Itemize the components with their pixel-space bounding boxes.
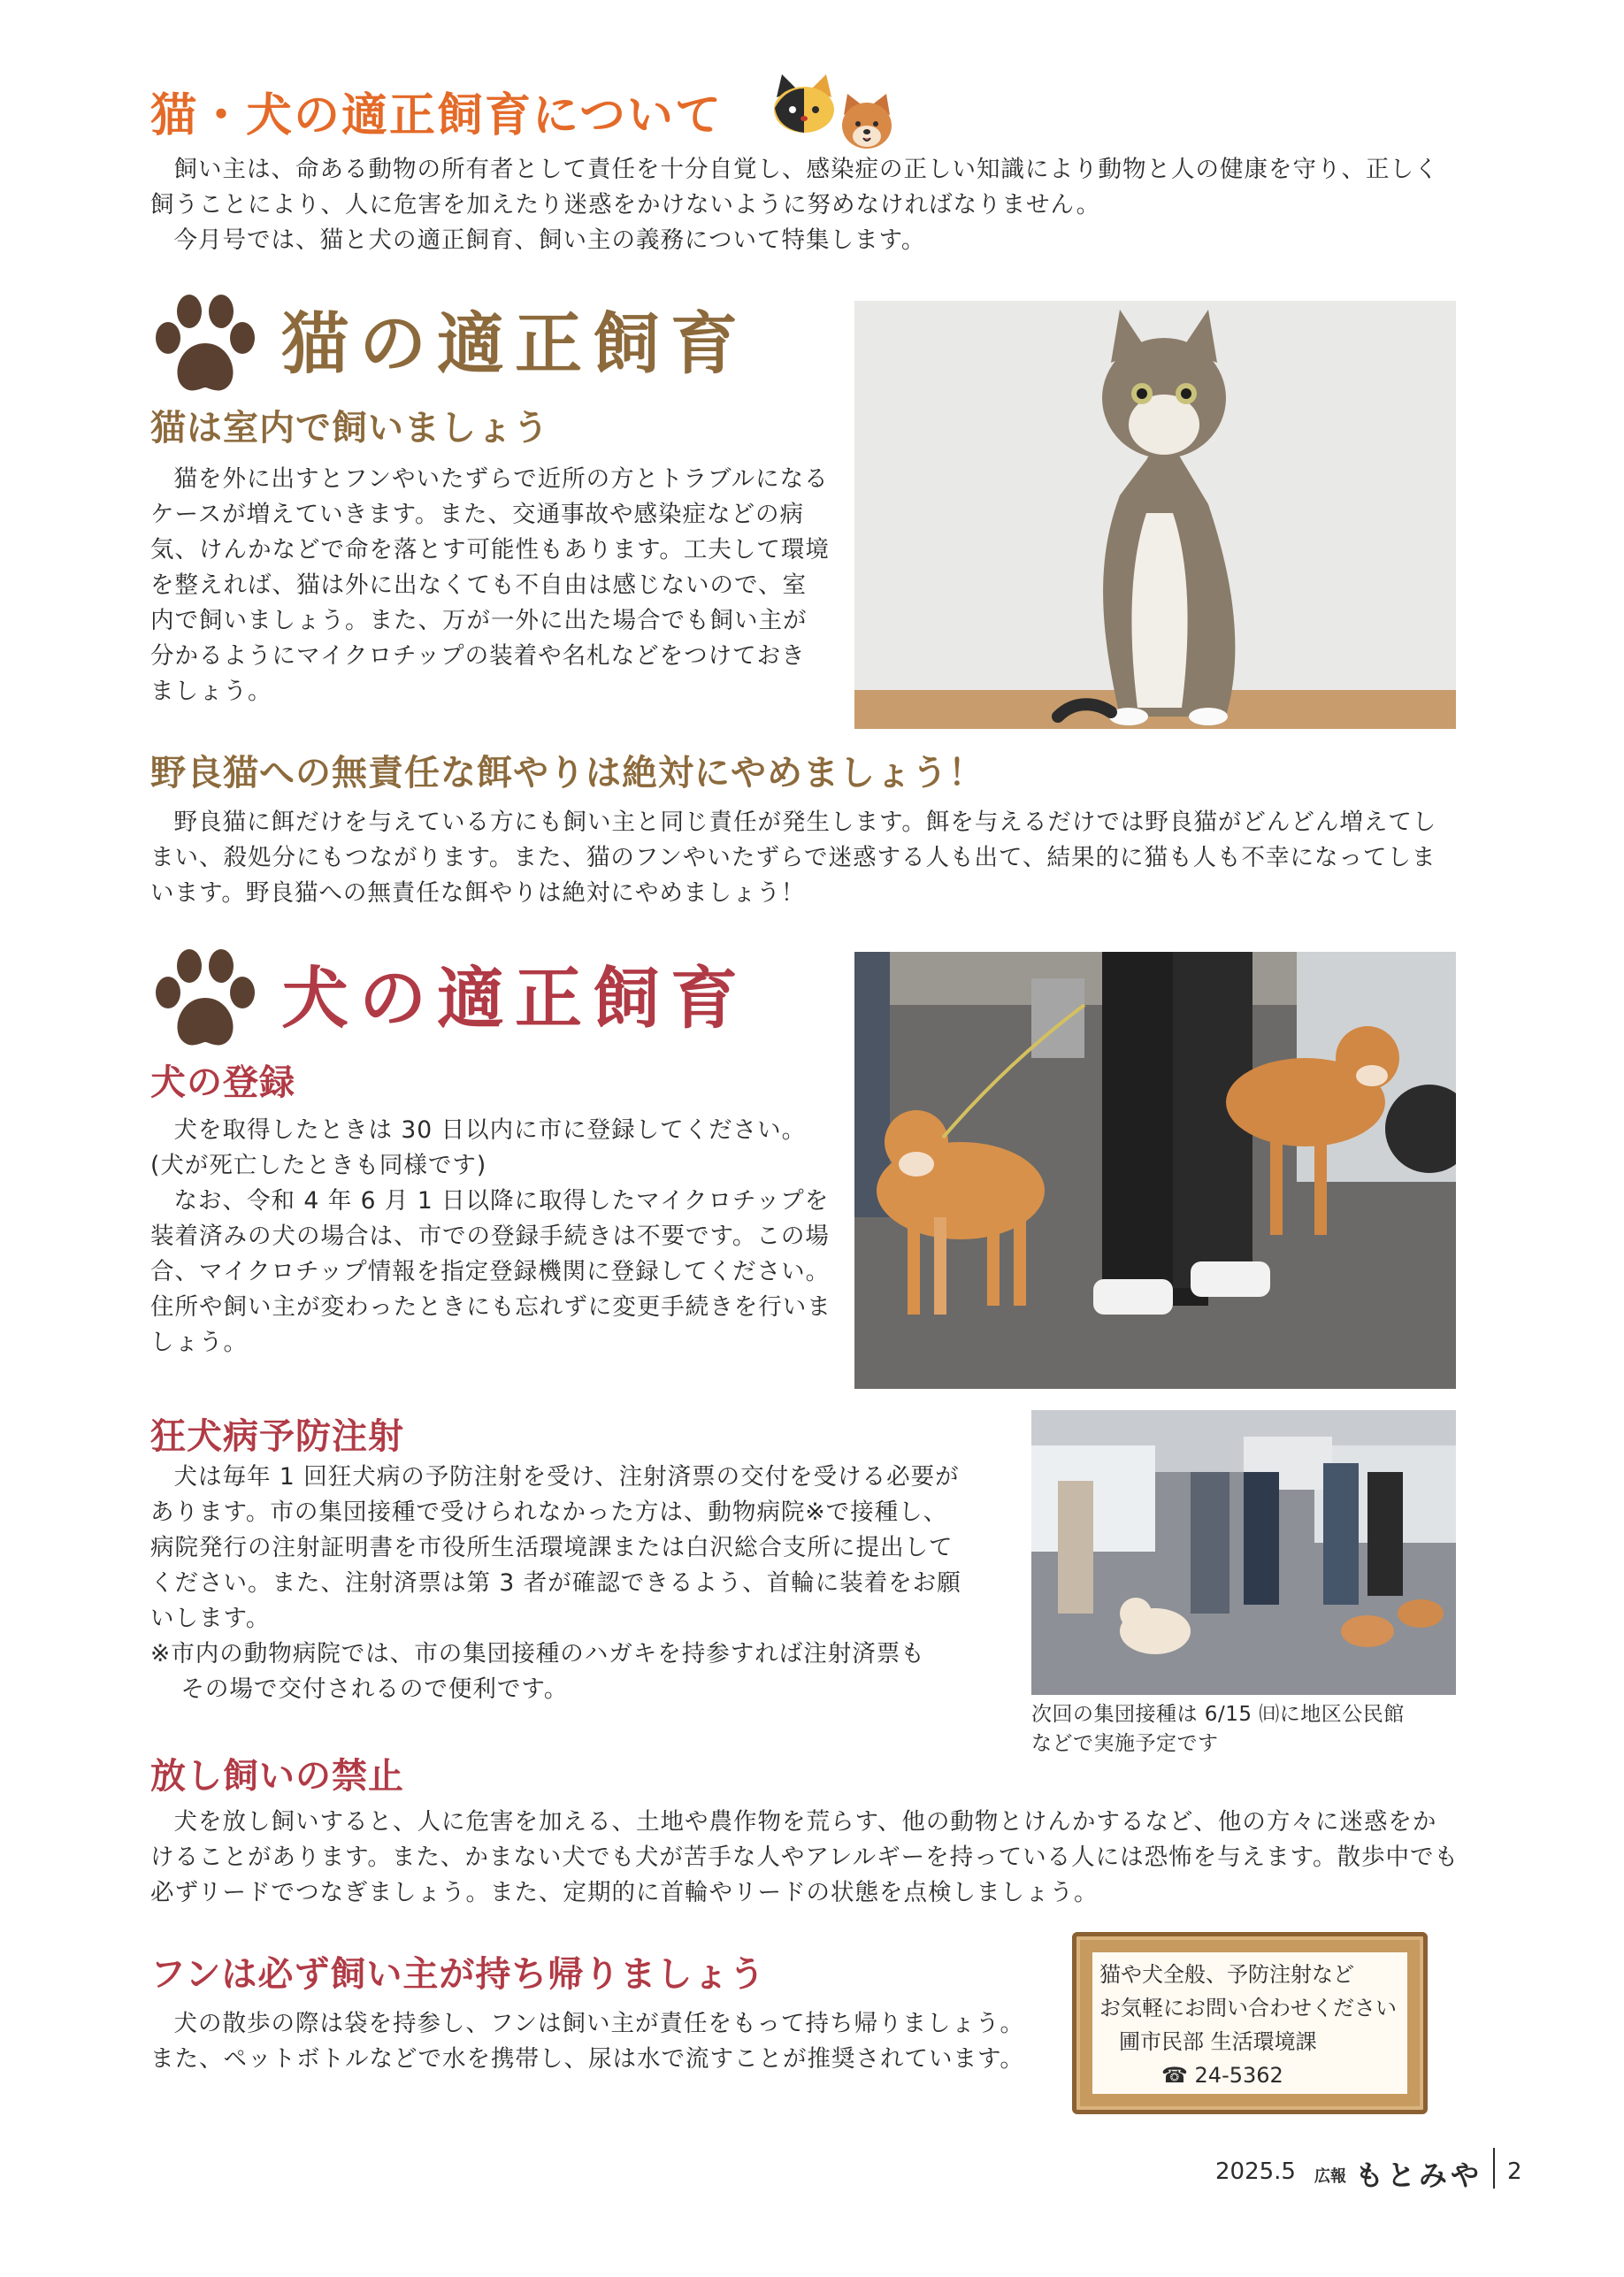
vaccination-caption — [1031, 1700, 1474, 1759]
registration-paragraph-1: 犬を取得したときは 30 日以内に市に登録してください。 — [173, 1116, 807, 1144]
cat-section-heading: 猫の適正飼育 — [281, 304, 748, 383]
stray-feeding-paragraph: 野良猫に餌だけを与えている方にも飼い主と同じ責任が発生します。餌を与えるだけでは野良猫がどんどん増えてしまい、殺処分にもつながります。また、猫のフンやいたずらで迷惑する人も出て、結果的に猫も人も不幸になってしまいます。野良猫への無責任な餌やりは絶対にやめましょう！ — [150, 809, 1437, 907]
caption-line-1: 次回の集団接種は 6/15 ㈰に地区公民館 — [1031, 1703, 1405, 1726]
dog-walk-photo — [854, 952, 1456, 1389]
dog-registration-heading: 犬の登録 — [150, 1062, 295, 1103]
rabies-heading: 狂犬病予防注射 — [150, 1416, 404, 1457]
poop-paragraph: 犬の散歩の際は袋を持参し、フンは飼い主が責任をもって持ち帰りましょう。また、ペットボトルなどで水を携帯し、尿は水で流すことが推奨されています。 — [150, 2010, 1024, 2073]
cat-photo — [854, 301, 1456, 729]
issue-date: 2025.5 — [1215, 2158, 1296, 2185]
poop-heading: フンは必ず飼い主が持ち帰りましょう — [150, 1954, 766, 1995]
registration-paragraph-note: (犬が死亡したときも同様です) — [150, 1152, 487, 1179]
rabies-note-line-2: その場で交付されるので便利です。 — [180, 1675, 569, 1703]
paw-icon — [149, 292, 264, 398]
paw-icon — [149, 947, 264, 1053]
rabies-text — [150, 1460, 964, 1707]
contact-line-1: 猫や犬全般、予防注射など — [1099, 1962, 1354, 1987]
rabies-note-line-1: ※市内の動物病院では、市の集団接種のハガキを持参すれば注射済票も — [150, 1640, 925, 1668]
cat-face-icon — [770, 73, 839, 134]
dog-registration-text — [150, 1113, 840, 1361]
rabies-paragraph: 犬は毎年 1 回狂犬病の予防注射を受け、注射済票の交付を受ける必要があります。市の集団接種で受けられなかった方は、動物病院※で接種し、病院発行の注射証明書を市役所生活環境課または白沢総合支所に提出してください。また、注射済票は第 3 者が確認できるよう、首輪に装着をお願いします。 — [150, 1463, 961, 1632]
page-title: 猫・犬の適正飼育について — [150, 89, 723, 142]
cat-indoor-paragraph: 猫を外に出すとフンやいたずらで近所の方とトラブルになるケースが増えていきます。また、交通事故や感染症などの病気、けんかなどで命を落とす可能性もあります。工夫して環境を整えれば、猫は外に出なくても不自由は感じないので、室内で飼いましょう。また、万が一外に出た場合でも飼い主が分かるようにマイクロチップの装着や名札などをつけておきましょう。 — [150, 465, 830, 705]
cat-indoor-heading: 猫は室内で飼いましょう — [150, 408, 549, 448]
footer-divider — [1493, 2148, 1495, 2189]
no-free-roaming-paragraph: 犬を放し飼いすると、人に危害を加える、土地や農作物を荒らす、他の動物とけんかするなど、他の方々に迷惑をかけることがあります。また、かまない犬でも犬が苦手な人やアレルギーを持っている人には恐怖を与えます。散歩中でも必ずリードでつなぎましょう。また、定期的に首輪やリードの状態を点検しましょう。 — [150, 1808, 1459, 1906]
page-number: 2 — [1507, 2158, 1522, 2185]
contact-phone: ☎ 24-5362 — [1161, 2063, 1283, 2088]
publication-name: もとみや — [1355, 2158, 1483, 2192]
contact-line-2: お気軽にお問い合わせください — [1099, 1996, 1397, 2020]
registration-paragraph-2: なお、令和 4 年 6 月 1 日以降に取得したマイクロチップを装着済みの犬の場合は、市での登録手続きは不要です。この場合、マイクロチップ情報を指定登録機関に登録してください。住所や飼い主が変わったときにも忘れずに変更手続きを行いましょう。 — [150, 1187, 831, 1356]
intro-text — [150, 152, 1459, 258]
caption-line-2: などで実施予定です — [1031, 1732, 1219, 1755]
stray-feeding-heading: 野良猫への無責任な餌やりは絶対にやめましょう！ — [150, 753, 984, 794]
contact-department: 圃市民部 生活環境課 — [1119, 2029, 1317, 2054]
cat-indoor-text — [150, 462, 830, 709]
intro-paragraph-1: 飼い主は、命ある動物の所有者として責任を十分自覚し、感染症の正しい知識により動物と人の健康を守り、正しく飼うことにより、人に危害を加えたり迷惑をかけないように努めなければなりません。 — [150, 156, 1439, 218]
stray-feeding-text — [150, 805, 1459, 911]
no-free-roaming-heading: 放し飼いの禁止 — [150, 1756, 404, 1797]
poop-text — [150, 2006, 1044, 2077]
contact-board — [1072, 1932, 1428, 2114]
no-free-roaming-text — [150, 1805, 1459, 1911]
contact-board-text — [1092, 1952, 1407, 2094]
dog-face-icon — [839, 92, 895, 152]
vaccination-photo — [1031, 1410, 1456, 1695]
intro-paragraph-2: 今月号では、猫と犬の適正飼育、飼い主の義務について特集します。 — [173, 226, 926, 254]
dog-section-heading: 犬の適正飼育 — [281, 959, 748, 1038]
publication-label: 広報 — [1314, 2167, 1346, 2186]
